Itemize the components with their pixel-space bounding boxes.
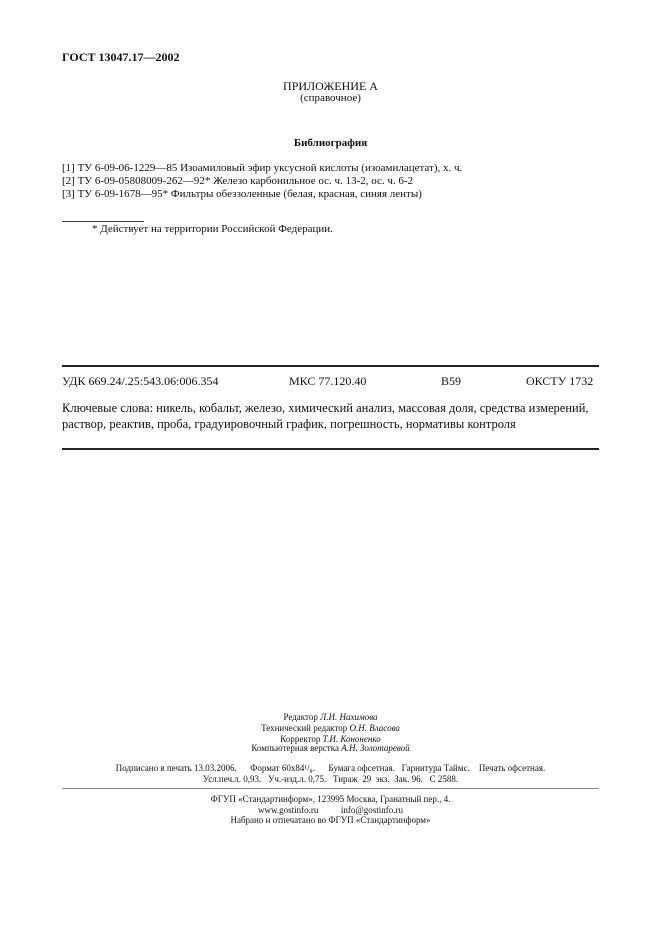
mks-code: МКС 77.120.40 [289,374,367,388]
appendix-subtitle: (справочное) [300,92,361,104]
bottom-rule [62,448,599,450]
document-code: ГОСТ 13047.17—2002 [62,50,180,64]
bibliography-title: Библиография [293,137,368,149]
editor-name: Л.И. Нахимова [320,712,378,722]
tech-editor-name: О.Н. Власова [349,723,400,733]
corrector-name: Т.И. Кононенко [322,734,381,744]
imprint-divider [62,788,599,789]
imprint-layout [0,743,661,753]
footnote-separator [62,221,144,222]
bibliography-item: [1] ТУ 6-09-06-1229—85 Изоамиловый эфир уксусной кислоты (изоамилацетат), х. ч. [62,162,463,174]
corrector-role: Корректор [280,734,321,744]
okstu-code: ОКСТУ 1732 [526,374,594,388]
imprint-web: www.gostinfo.ru info@gostinfo.ru [258,805,403,815]
udk-code: УДК 669.24/.25:543.06:006.354 [62,374,219,388]
bibliography-item: [3] ТУ 6-09-1678—95* Фильтры обеззоленные (белая, красная, синяя ленты) [62,188,422,200]
tech-editor-role: Технический редактор [261,723,348,733]
appendix-title: ПРИЛОЖЕНИЕ А [283,79,378,93]
layout-name: А.Н. Золотаревой [341,743,410,753]
imprint-print: Усл.печ.л. 0,93. Уч.-изд.л. 0,75. Тираж 29 экз. Зак. 96. С 2588. [202,774,459,784]
bibliography-item: [2] ТУ 6-09-05808009-262—92* Железо карбонильное ос. ч. 13-2, ос. ч. 6-2 [62,175,414,187]
footnote: * Действует на территории Российской Федерации. [92,223,333,235]
imprint-publisher: ФГУП «Стандартинформ», 123995 Москва, Гранатный пер., 4. [210,794,451,804]
imprint-printed: Набрано и отпечатано во ФГУП «Стандартинформ» [230,815,431,825]
imprint-tech-editor [0,723,661,733]
editor-role: Редактор [283,712,318,722]
imprint-signed: Подписано в печать 13.03.2006. Формат 60x84¹/₈. Бумага офсетная. Гарнитура Таймс. Печать офсетная. [115,763,546,773]
top-rule [62,365,599,367]
category-code: В59 [441,374,462,388]
keywords: Ключевые слова: никель, кобальт, железо, химический анализ, массовая доля, средства измерений, раствор, реактив, проба, градуировочный график, погрешность, нормативы контроля [62,401,589,431]
imprint-editor [0,712,661,722]
layout-role: Компьютерная верстка [251,743,339,753]
